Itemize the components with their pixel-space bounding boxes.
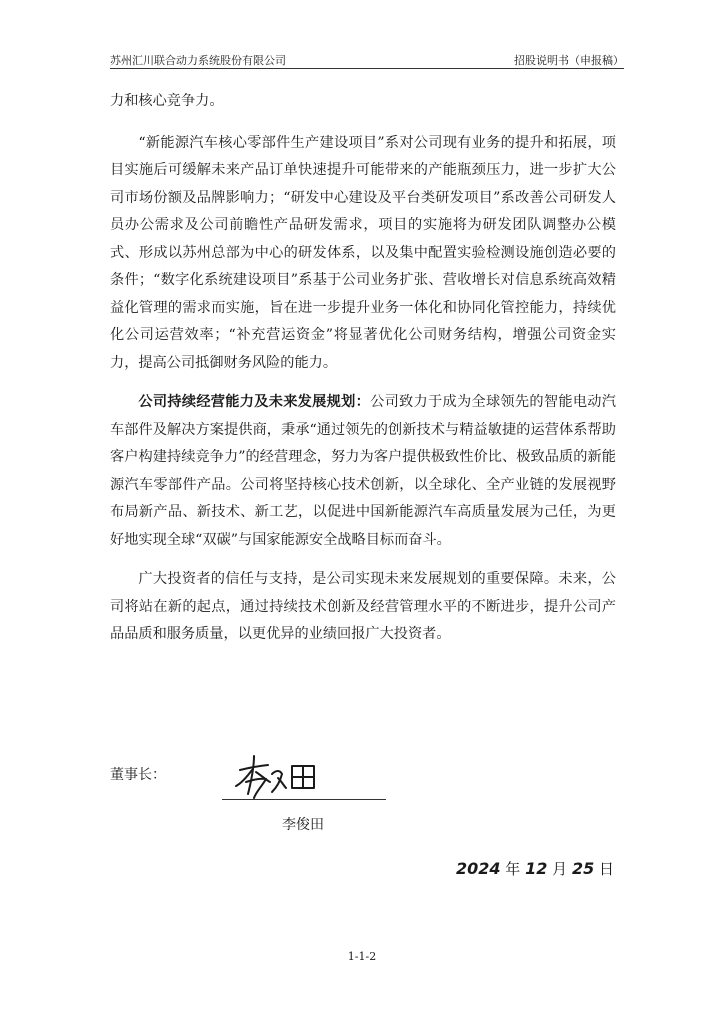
header-doc-type: 招股说明书（申报稿）: [514, 54, 624, 67]
paragraph-2: “新能源汽车核心零部件生产建设项目”系对公司现有业务的提升和拓展，项目实施后可缓解未来产品订单快速提升可能带来的产能瓶颈压力，进一步扩大公司市场份额及品牌影响力；“研发中心建设及平台类研发项目”系改善公司研发人员办公需求及公司前瞻性产品研发需求，项目的实施将为研发团队调整办公模式、形成以苏州总部为中心的研发体系，以及集中配置实验检测设施创造必要的条件；“数字化系统建设项目”系基于公司业务扩张、营收增长对信息系统高效精益化管理的需求而实施，旨在进一步提升业务一体化和协同化管控能力，持续优化公司运营效率；“补充营运资金”将显著优化公司财务结构，增强公司资金实力，提高公司抵御财务风险的能力。: [110, 134, 616, 371]
date-day-unit: 日: [598, 860, 614, 878]
paragraph-4: 广大投资者的信任与支持，是公司实现未来发展规划的重要保障。未来，公司将站在新的起点，通过持续技术创新及经营管理水平的不断进步，提升公司产品品质和服务质量，以更优异的业绩回报广大投资者。: [110, 571, 616, 642]
header-company: 苏州汇川联合动力系统股份有限公司: [110, 54, 286, 67]
paragraph-3: [110, 389, 616, 554]
date-year: 2024: [455, 859, 501, 878]
handwritten-signature: [232, 748, 322, 804]
date-month: 12: [525, 859, 548, 878]
page-header: [110, 50, 624, 69]
page-number: 1-1-2: [347, 950, 377, 963]
signing-date: [456, 858, 614, 879]
date-month-unit: 月: [552, 860, 568, 878]
signature-line: [222, 799, 386, 800]
date-year-unit: 年: [505, 860, 521, 878]
chairman-name: 李俊田: [282, 817, 324, 833]
paragraph-1: 力和核心竞争力。: [110, 93, 224, 109]
body-content: [110, 88, 616, 661]
paragraph-3-body: 公司致力于成为全球领先的智能电动汽车部件及解决方案提供商，秉承“通过领先的创新技术与精益敏捷的运营体系帮助客户构建持续竞争力”的经营理念，努力为客户提供极致性价比、极致品质的新能源汽车零部件产品。公司将坚持核心技术创新，以全球化、全产业链的发展视野布局新产品、新技术、新工艺，以促进中国新能源汽车高质量发展为己任，为更好地实现全球“双碳”与国家能源安全战略目标而奋斗。: [110, 394, 616, 548]
chairman-label: 董事长：: [110, 767, 166, 783]
date-day: 25: [571, 859, 595, 878]
paragraph-3-heading: 公司持续经营能力及未来发展规划：: [138, 394, 371, 410]
